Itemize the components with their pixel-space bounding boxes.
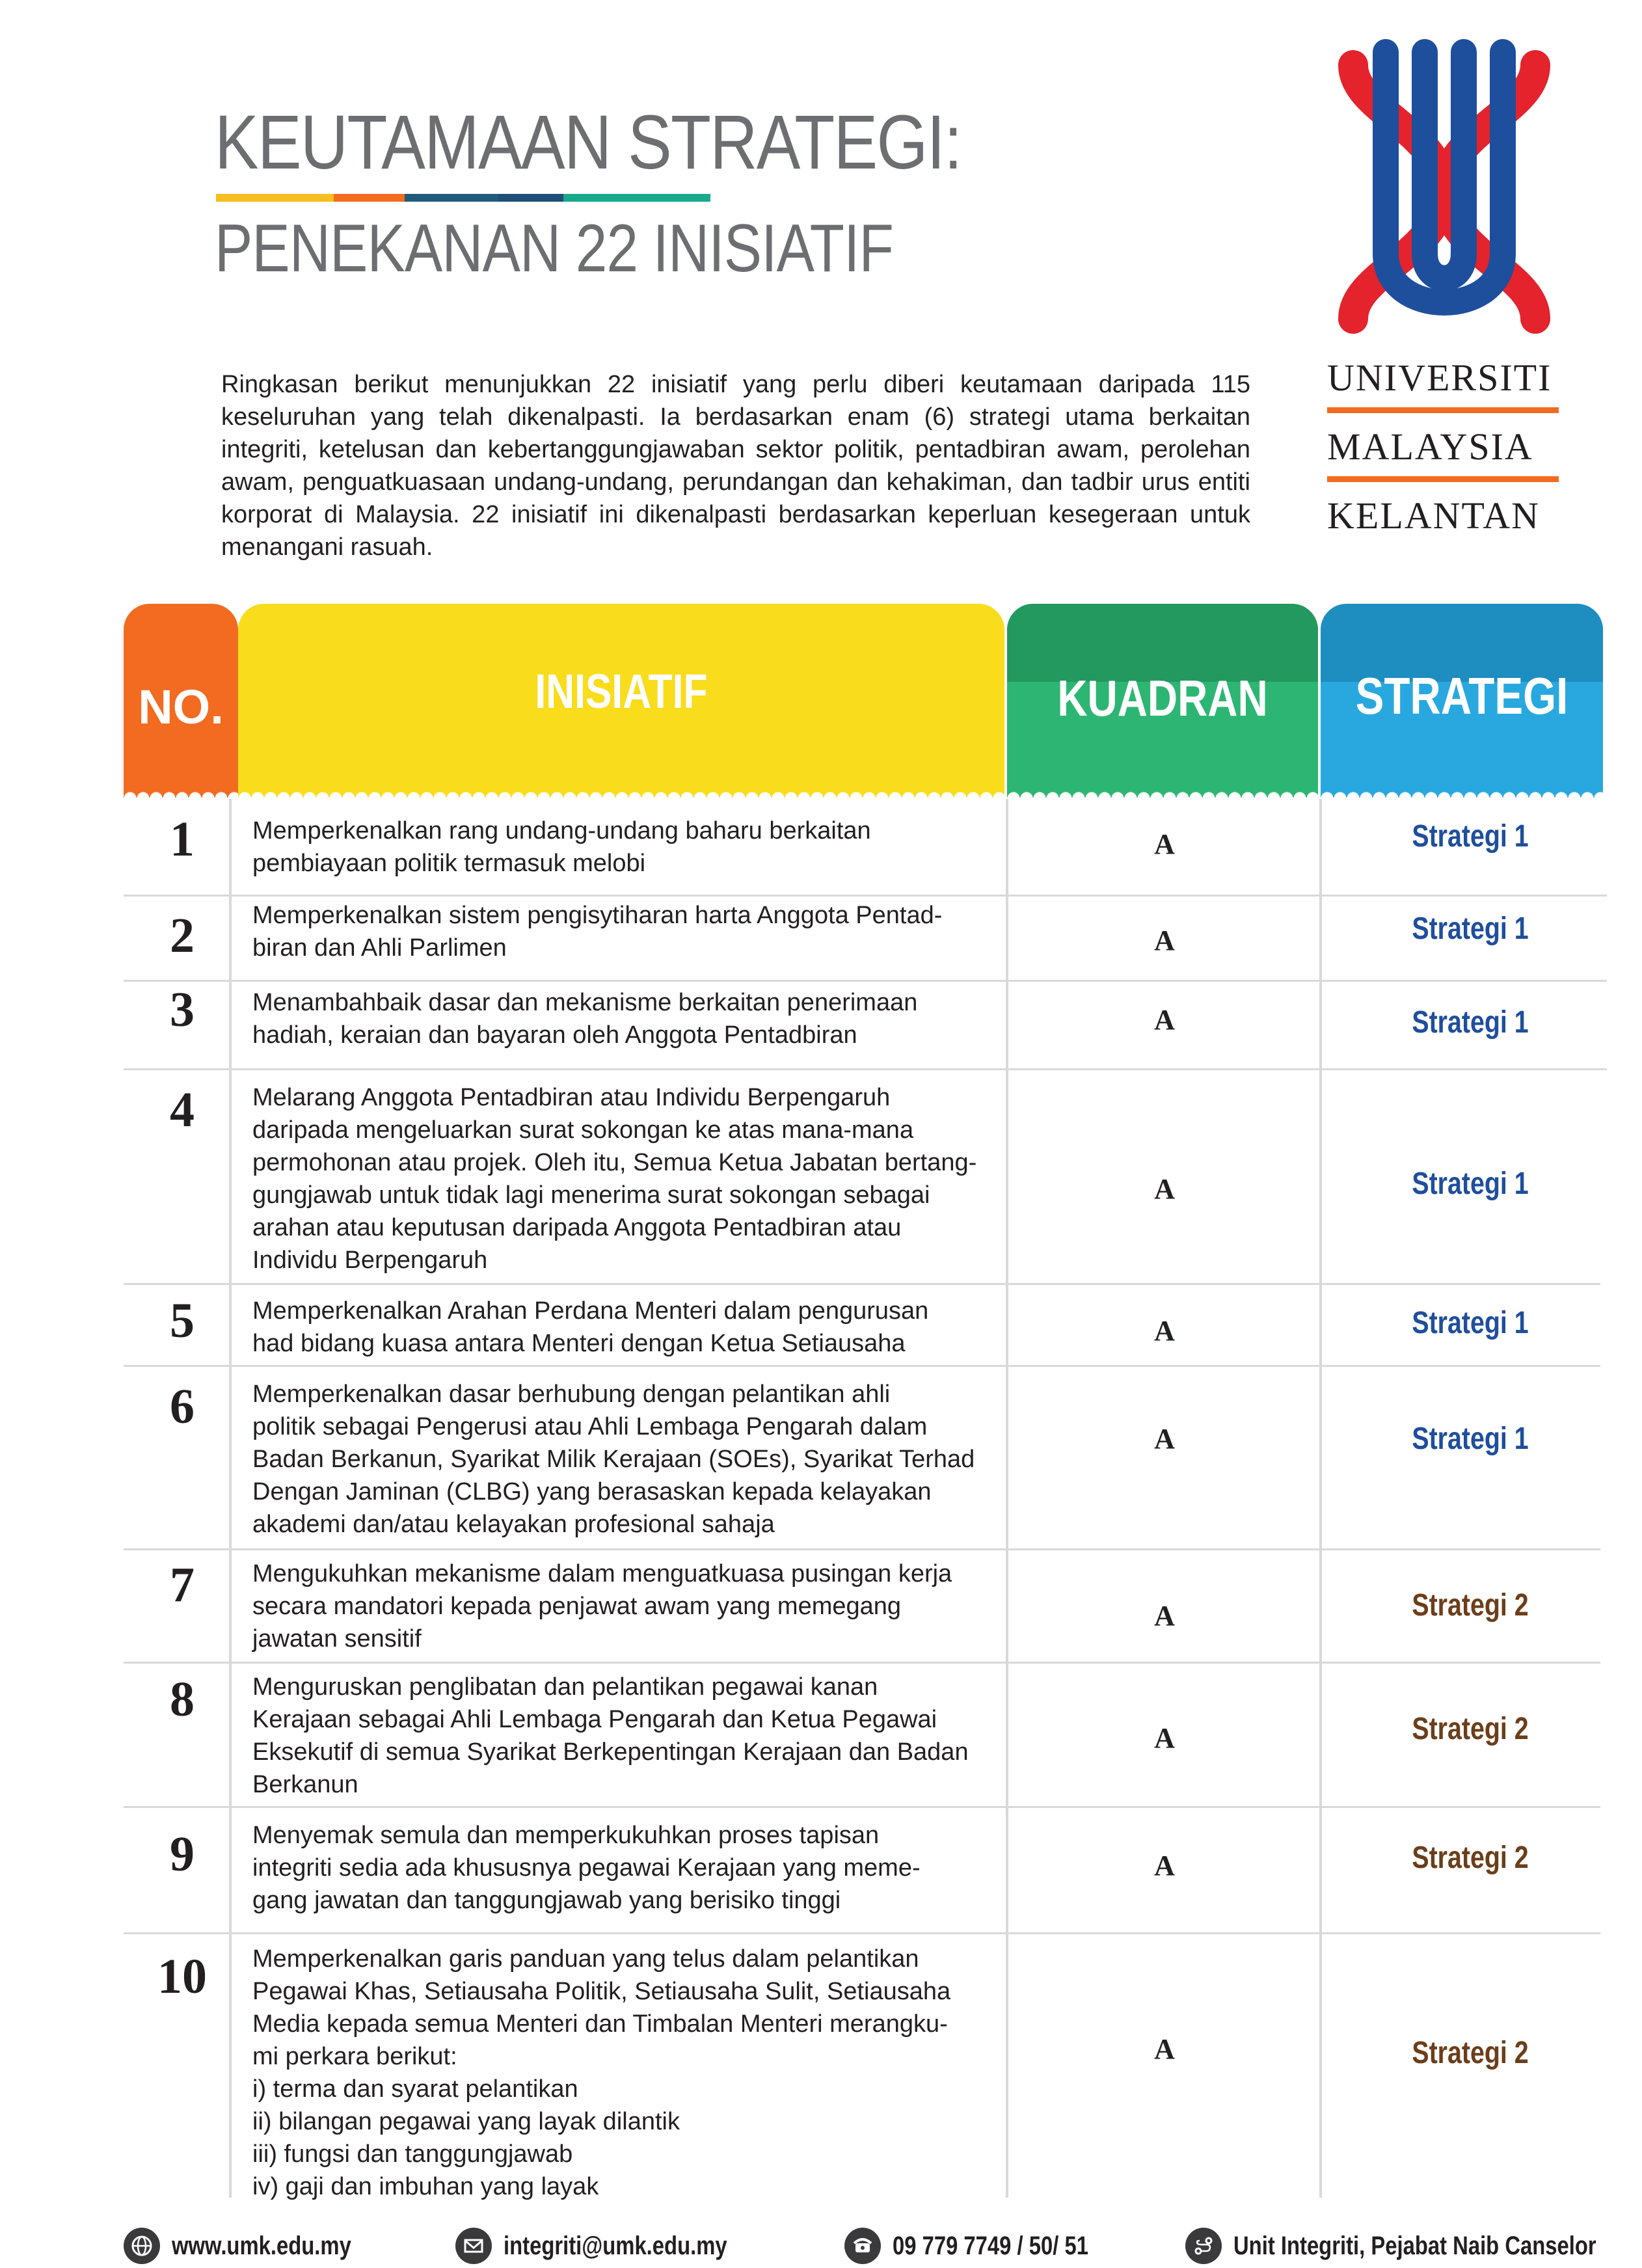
footer-email-text[interactable]: integriti@umk.edu.my bbox=[504, 2231, 727, 2260]
page-subtitle: PENEKANAN 22 INISIATIF bbox=[215, 211, 894, 286]
footer-phone-text[interactable]: 09 779 7749 / 50/ 51 bbox=[893, 2231, 1088, 2260]
column-divider bbox=[1006, 799, 1008, 2198]
row-number: 9 bbox=[170, 1827, 195, 1882]
row-strategi: Strategi 1 bbox=[1412, 911, 1529, 946]
footer-email[interactable] bbox=[455, 2226, 776, 2265]
intro-paragraph: Ringkasan berikut menunjukkan 22 inisiatif yang perlu diberi keutamaan daripada 115 keseluruhan yang telah dikenalpasti. Ia berdasarkan enam (6) strategi utama berkaitan integriti, ketelusan dan kebertanggungjawaban sektor politik, pentadbiran awam, perolehan awam, penguatkuasaan undang-undang, perundangan dan kehakiman, dan tadbir urus entiti korporat di Malaysia. 22 inisiatif ini dikenalpasti berdasarkan keperluan kesegeraan untuk menangani rasuah. bbox=[221, 371, 1250, 561]
header-scallop bbox=[1321, 787, 1603, 798]
row-initiative-text: Melarang Anggota Pentadbiran atau Individu Berpengaruh daripada mengeluarkan surat sokongan ke atas mana-mana permohonan atau projek. Oleh itu, Semua Ketua Jabatan bertang- gungjawab untuk tidak lagi menerima surat sokongan sebagai arahan atau keputusan daripada Anggota Pentadbiran atau Individu Berpengaruh bbox=[252, 1084, 977, 1274]
row-divider bbox=[124, 1365, 1600, 1367]
title-bar-segment bbox=[563, 194, 710, 202]
row-number: 7 bbox=[170, 1558, 195, 1612]
header-inisiatif-label: INISIATIF bbox=[535, 664, 708, 718]
header-strategi-label: STRATEGI bbox=[1355, 667, 1568, 725]
row-strategi: Strategi 2 bbox=[1412, 1712, 1529, 1746]
row-strategi: Strategi 1 bbox=[1412, 819, 1529, 854]
row-strategi: Strategi 1 bbox=[1412, 1422, 1529, 1456]
title-bar-segment bbox=[405, 194, 499, 202]
row-initiative-text: Memperkenalkan rang undang-undang baharu berkaitan pembiayaan politik termasuk melobi bbox=[252, 817, 871, 877]
row-divider bbox=[124, 895, 1607, 897]
row-divider bbox=[124, 1548, 1600, 1550]
logo-line-kelantan: KELANTAN bbox=[1327, 494, 1541, 537]
logo-line-malaysia: MALAYSIA bbox=[1327, 425, 1533, 468]
row-kuadran: A bbox=[1154, 925, 1175, 956]
page-title: KEUTAMAAN STRATEGI: bbox=[215, 100, 962, 185]
row-number: 6 bbox=[170, 1379, 195, 1434]
globe-icon bbox=[124, 2228, 160, 2264]
row-kuadran: A bbox=[1154, 828, 1175, 860]
title-bar-segment bbox=[498, 194, 563, 202]
title-underline bbox=[216, 194, 710, 202]
row-kuadran: A bbox=[1154, 2033, 1175, 2065]
row-divider bbox=[124, 1283, 1600, 1285]
row-number: 1 bbox=[170, 812, 195, 867]
header-kuadran-cell bbox=[1007, 604, 1318, 798]
route-icon bbox=[1185, 2228, 1222, 2264]
title-bar-segment bbox=[216, 194, 334, 202]
title-bar-segment bbox=[334, 194, 405, 202]
footer-office bbox=[1185, 2226, 1642, 2265]
header-scallop bbox=[124, 787, 238, 798]
row-kuadran: A bbox=[1154, 1004, 1175, 1036]
row-kuadran: A bbox=[1154, 1315, 1175, 1347]
row-divider bbox=[124, 1806, 1600, 1808]
row-kuadran: A bbox=[1154, 1850, 1175, 1882]
row-kuadran: A bbox=[1154, 1600, 1175, 1632]
header-inisiatif-cell bbox=[238, 604, 1004, 798]
header-scallop bbox=[238, 787, 1004, 798]
header-scallop bbox=[1007, 787, 1318, 798]
row-number: 4 bbox=[170, 1083, 195, 1137]
row-initiative-text: Menyemak semula dan memperkukuhkan proses tapisan integriti sedia ada khususnya pegawai Kerajaan yang meme- gang jawatan dan tanggungjawab yang berisiko tinggi bbox=[252, 1822, 921, 1914]
row-number: 2 bbox=[170, 908, 195, 963]
umk-logo-mark bbox=[1327, 39, 1561, 345]
footer-office-text: Unit Integriti, Pejabat Naib Canselor bbox=[1233, 2231, 1596, 2260]
row-kuadran: A bbox=[1154, 1722, 1175, 1754]
row-kuadran: A bbox=[1154, 1423, 1175, 1455]
row-number: 10 bbox=[157, 1949, 207, 2004]
row-kuadran: A bbox=[1154, 1173, 1175, 1205]
header-no-label: NO. bbox=[138, 680, 224, 734]
column-divider bbox=[1319, 799, 1322, 2198]
row-initiative-text: Menambahbaik dasar dan mekanisme berkaitan penerimaan hadiah, keraian dan bayaran oleh Anggota Pentadbiran bbox=[252, 989, 918, 1049]
envelope-icon bbox=[455, 2228, 492, 2264]
row-initiative-text: Memperkenalkan sistem pengisytiharan harta Anggota Pentad- biran dan Ahli Parlimen bbox=[252, 902, 943, 962]
row-initiative-text: Memperkenalkan dasar berhubung dengan pelantikan ahli politik sebagai Pengerusi atau Ahli Lembaga Pengarah dalam Badan Berkanun, Syarikat Milik Kerajaan (SOEs), Syarikat Terhad Dengan Jaminan (CLBG) yang berasaskan kepada kelayakan akademi dan/atau kelayakan profesional sahaja bbox=[252, 1381, 975, 1538]
row-strategi: Strategi 2 bbox=[1412, 2036, 1529, 2070]
row-divider bbox=[124, 1068, 1607, 1070]
row-strategi: Strategi 2 bbox=[1412, 1588, 1529, 1623]
phone-icon bbox=[844, 2228, 881, 2264]
row-number: 3 bbox=[170, 982, 195, 1037]
row-initiative-text: Menguruskan penglibatan dan pelantikan pegawai kanan Kerajaan sebagai Ahli Lembaga Pengarah dan Ketua Pegawai Eksekutif di semua Syarikat Berkepentingan Kerajaan dan Badan Berkanun bbox=[252, 1673, 969, 1798]
header-no-cell bbox=[124, 604, 238, 798]
row-number: 8 bbox=[170, 1672, 195, 1727]
row-strategi: Strategi 1 bbox=[1412, 1005, 1529, 1040]
header-strategi-cell bbox=[1321, 604, 1603, 798]
umk-logo bbox=[1327, 39, 1561, 540]
row-divider bbox=[124, 1662, 1600, 1664]
row-divider bbox=[124, 980, 1607, 982]
row-initiative-text: Mengukuhkan mekanisme dalam menguatkuasa pusingan kerja secara mandatori kepada penjawat awam yang memegang jawatan sensitif bbox=[252, 1560, 952, 1653]
row-strategi: Strategi 1 bbox=[1412, 1167, 1529, 1201]
footer-website-text[interactable]: www.umk.edu.my bbox=[172, 2231, 351, 2260]
footer-website[interactable] bbox=[124, 2226, 390, 2265]
logo-line-universiti: UNIVERSITI bbox=[1327, 357, 1552, 399]
footer-phone[interactable] bbox=[844, 2226, 1131, 2265]
row-number: 5 bbox=[170, 1293, 195, 1348]
row-divider bbox=[124, 1932, 1600, 1934]
logo-rule bbox=[1327, 476, 1559, 482]
row-strategi: Strategi 1 bbox=[1412, 1306, 1529, 1340]
row-initiative-text: Memperkenalkan garis panduan yang telus dalam pelantikan Pegawai Khas, Setiausaha Politik, Setiausaha Sulit, Setiausaha Media kepada semua Menteri dan Timbalan Menteri merangku- mi perkara berikut: i) terma dan syarat pelantikan ii) bilangan pegawai yang layak dilantik iii) fungsi dan tanggungjawab iv) gaji dan imbuhan yang layak bbox=[252, 1945, 951, 2200]
header-kuadran-label: KUADRAN bbox=[1057, 669, 1268, 727]
row-strategi: Strategi 2 bbox=[1412, 1841, 1529, 1875]
logo-rule bbox=[1327, 407, 1559, 413]
row-initiative-text: Memperkenalkan Arahan Perdana Menteri dalam pengurusan had bidang kuasa antara Menteri dengan Ketua Setiausaha bbox=[252, 1297, 929, 1357]
